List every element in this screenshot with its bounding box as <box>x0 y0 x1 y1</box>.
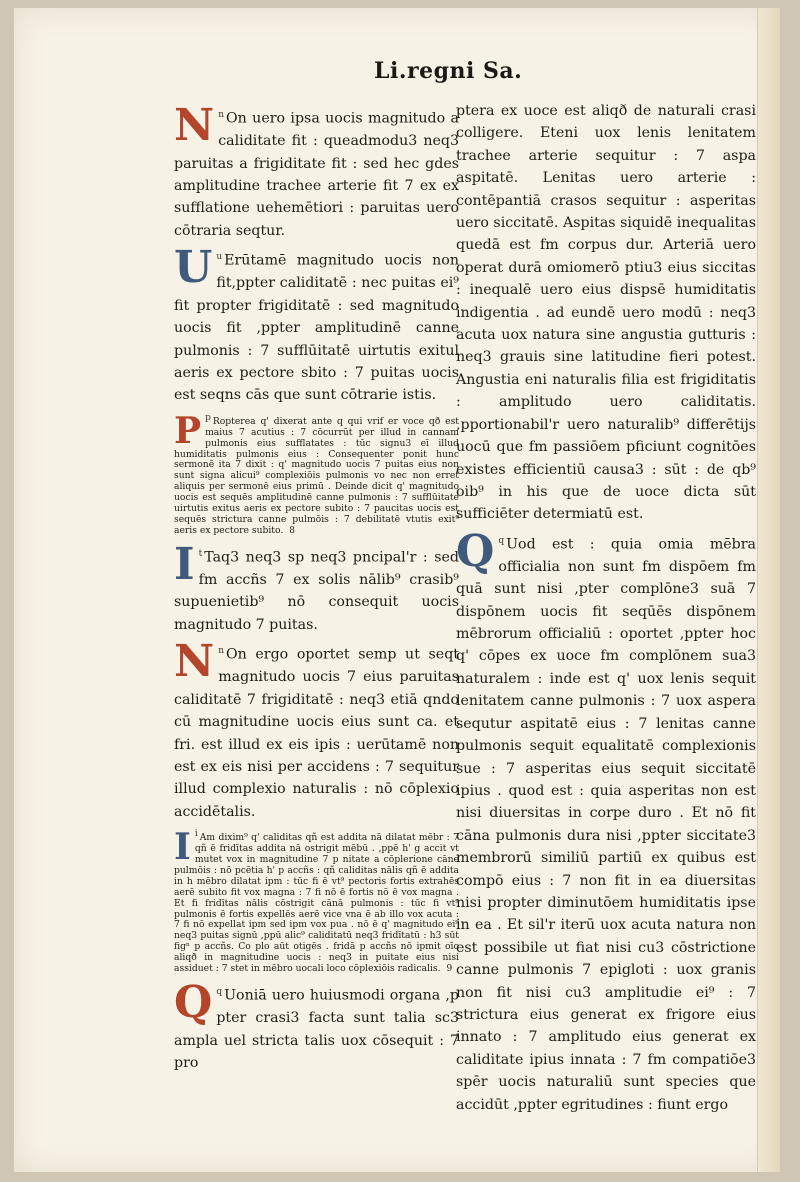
paragraph-2 <box>174 242 459 407</box>
paragraph-1 <box>174 100 459 242</box>
paragraph-text: On ergo oportet semp ut seqt magnitudo uocis 7 eius paruitas caliditatē 7 frigiditatē : neq3 etiā qndo cū magnitudine uocis eius sunt ca. et fri. est illud ex eis ipis : uerūtamē non est ex eis nisi per accidens : 7 sequitur illud complexio naturalis : nō cōplexio accidētalis. <box>174 646 459 820</box>
guide-letter: n <box>218 646 225 657</box>
commentary-2 <box>174 826 459 975</box>
commentary-text: Am dixim⁹ q' caliditas qñ est addita nā dilatat mēbr : 7 qñ ē fridītas addita nā ostrigit mēbū . ,ppē h' g accit vt mutet vox in magnitudine 7 p nitate a cōplerione cāne pulmōis : nō pcētia h' p accñs : qñ caliditas nālis qñ ē addita in h mēbro dilatat ipm : tūc fi ē vt⁹ pectoris fortis extrahēs aerē subito fit vox magna : 7 fi nō ē fortis nō ē vox magna . Et fi fridītas nālis cōstrigit cānā pulmonis : tūc fi vt⁹ pulmonis ē fortis expellēs aerē vice vna ē ab illo vox acuta : 7 fi nō expellat ipm sed ipm vox pua . nō ē q' magnitudo ei⁹ neq3 puitas signū ,ppū alic⁹ caliditatū neq3 fridītatū : h3 sūt figⁿ p accñs. Co plo aūt otigēs . fridā p accñs nō ipmit oīo aliqð in magnitudine uocis : neq3 in puitate eius nisi assiduet : 7 stet in mēbro uocali loco cōplexiōis radicalis. <box>174 832 459 975</box>
initial-letter: U <box>174 242 213 294</box>
paragraph-4 <box>174 636 459 823</box>
guide-letter: q <box>498 535 505 546</box>
initial-letter: I <box>174 826 191 869</box>
right-column <box>456 100 756 1120</box>
initial-letter: N <box>174 100 215 151</box>
page-sheet <box>14 8 780 1172</box>
signature-mark: 8 <box>289 525 296 536</box>
paragraph-text: On uero ipsa uocis magnitudo a caliditate fit : queadmodu3 neq3 paruitas a frigiditate fit : sed hec gdes amplitudine trachee arterie fit 7 ex ex sufflatione uehemētiori : paruitas uero cōtraria seqtur. <box>174 110 459 239</box>
paragraph-text: Uod est : quia omia mēbra officialia non sunt fm dispōem fm quā sunt nisi ,pter complōne3 suā 7 dispōnem uocis fit seqūēs dispōnem mēbrorum officialiū : oportet ,ppter hoc q' cōpes ex uoce fm complōnem sua3 naturalem : inde est q' uox lenis sequit lenitatem canne pulmonis : 7 uox aspera sequtur aspitatē eius : 7 lenitas canne pulmonis sequit equalitatē complexionis sue : 7 asperitas eius sequit siccitatē ipius . quod est : quia asperitas non est nisi diuersitas in corpe duro . Et nō fit cāna pulmonis dura nisi ,ppter siccitate3 membrorū similiū partiū ex quibus est compō eius : 7 non fit in ea diuersitas nisi propter diminutōem humiditatis ipse in ea . Et sil'r iterū uox acuta natura non est possibile ut fiat nisi cu3 cōstrictione canne pulmonis 7 epigloti : uox granis non fit nisi cu3 amplitudie ei⁹ : 7 strictura eius generat ex frigore eius innato : 7 amplitudo eius generat ex caliditate ipius innata : 7 fm compatiōe3 spēr uocis naturaliū sunt species que accidūt ,ppter egritudines : fiunt ergo <box>456 536 756 1113</box>
initial-letter: Q <box>456 525 495 577</box>
running-head: Li.regni Sa. <box>374 58 523 84</box>
initial-letter: P <box>174 409 202 452</box>
paragraph-3 <box>174 538 459 636</box>
paragraph-text: ptera ex uoce est aliqð de naturali crasi colligere. Eteni uox lenis lenitatem trachee arterie sequitur : 7 aspa aspitatē. Lenitas uero arterie : contēpantiā crasos sequitur : asperitas uero siccitatē. Aspitas siquidē inequalitas quedā est fm corpus dur. Arteriā uero operat durā omiomerō ptiu3 eius siccitas : inequalē uero eius dispsē humiditatis indigentia . ad eundē uero modū : neq3 acuta uox natura sine angustia gutturis : neq3 grauis sine latitudine fieri potest. Angustia eni naturalis filia est frigiditatis : amplitudo uero caliditatis. ,pportionabil'r uero naturalib⁹ differētijs uocū que fm passiōem pficiunt cognitōes existes efficientiū causa3 : sūt : de qb⁹ oib⁹ in his que de uoce dicta sūt sufficiēter determiatū est. <box>456 103 756 523</box>
guide-letter: p <box>205 412 211 423</box>
initial-letter: I <box>174 538 195 590</box>
paragraph-text: Taq3 neq3 sp neq3 pncipal'r : sed fm accñs 7 ex solis nālib⁹ crasib⁹ supuenietib⁹ nō consequit uocis magnitudo 7 puitas. <box>174 549 459 633</box>
guide-letter: n <box>218 110 225 120</box>
commentary-1 <box>174 409 459 537</box>
paragraph-5 <box>174 976 459 1074</box>
paragraph-text: Erūtamē magnitudo uocis non fit,ppter caliditatē : nec puitas ei⁹ fit propter frigiditatē : sed magnitudo uocis fit ,ppter amplitudinē canne pulmonis : 7 sufflūitatē uirtutis exitul aeris ex pectore sbito : 7 puitas uocis est seqns cās que sunt cōtrarie istis. <box>174 252 459 404</box>
initial-letter: N <box>174 636 215 688</box>
guide-letter: t <box>198 548 203 559</box>
page-edge <box>757 8 780 1172</box>
guide-letter: u <box>216 252 223 263</box>
commentary-text: Ropterea q' dixerat ante q qui vrif er voce qð est maius 7 acutius : 7 cōcurrūt per illud in cannam pulmonis eius sufflatates : tūc signu3 eī illud humiditatis pulmonis eius : Consequenter ponit hunc sermonē ita 7 dixit : q' magnitudo uocis 7 puitas eius non sunt signa alicui⁹ complexiōis pulmonis vo nec non erret aliquis per sermonē eius primū . Deinde dicit q' magnitudo uocis est sequēs amplitudinē canne pulmonis : 7 sufflūitate uirtutis exitus aeris ex pectore subito : 7 paucitas uocis est sequēs strictura canne pulmōis : 7 debilitatē vtutis exit⁹ aeris ex pectore subito. <box>174 415 459 536</box>
initial-letter: Q <box>174 976 213 1028</box>
left-column <box>174 100 459 1078</box>
signature-mark: 9 <box>446 964 453 975</box>
paragraph-6 <box>456 100 756 526</box>
paragraph-text: Uoniā uero huiusmodi organa ,p pter crasi3 facta sunt talia sc3 ampla uel stricta talis uox cōsequit : 7 pro <box>174 987 459 1071</box>
paragraph-7 <box>456 525 756 1116</box>
guide-letter: i <box>194 829 198 840</box>
guide-letter: q <box>216 986 223 997</box>
